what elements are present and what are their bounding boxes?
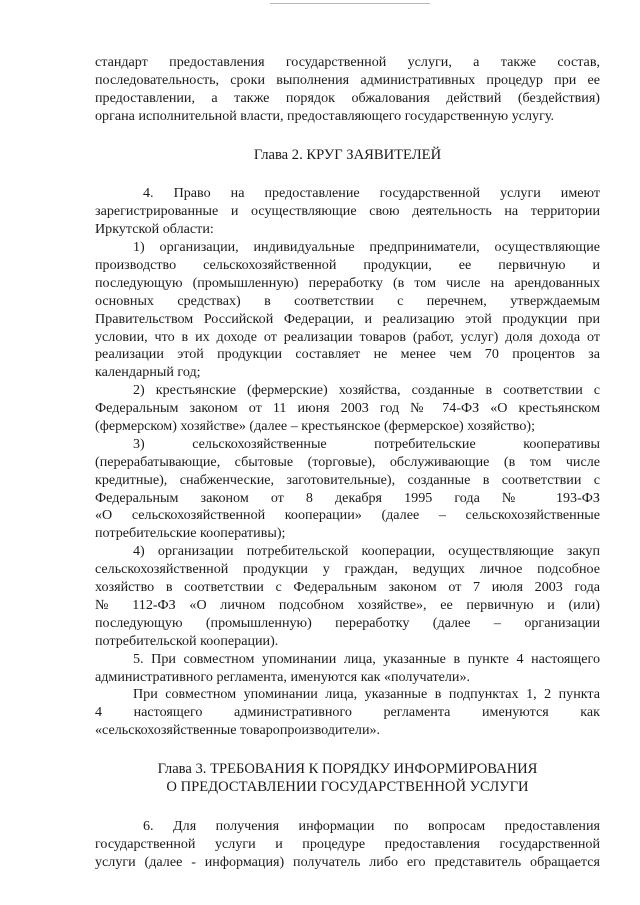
item-4-line: 4. Право на предоставление государственной услуги имеют: [143, 185, 600, 202]
subitem-3-line: Федеральным законом от 8 декабря 1995 года № 193-ФЗ: [95, 489, 600, 506]
subitem-1-line: условии, что в их доходе от реализации товаров (работ, услуг) доля дохода от: [95, 328, 600, 345]
subitem-3-line: 3) сельскохозяйственные потребительские кооперативы: [133, 435, 600, 452]
text-line: предоставлении, а также порядок обжалования действий (бездействия): [95, 89, 600, 106]
subitem-4-line: сельскохозяйственной продукции у граждан, ведущих личное подсобное: [95, 561, 600, 578]
subitem-4-line: № 112-ФЗ «О личном подсобном хозяйстве», ее первичную и (или): [95, 596, 600, 613]
subitem-3-line: кредитные), снабженческие, заготовительные), созданные в соответствии с: [95, 471, 600, 488]
subitem-1-line: Правительством Российской Федерации, и реализацию этой продукции при: [95, 310, 600, 327]
text-line: органа исполнительной власти, предоставляющего государственную услугу.: [95, 107, 555, 124]
item-4-line: зарегистрированные и осуществляющие свою деятельность на территории: [95, 203, 600, 220]
item-6-line: государственной услуги и процедуре предоставления государственной: [95, 835, 600, 852]
chapter-3-heading: Глава 3. ТРЕБОВАНИЯ К ПОРЯДКУ ИНФОРМИРОВАНИЯ: [157, 761, 538, 778]
text-line: стандарт предоставления государственной услуги, а также состав,: [95, 54, 600, 70]
item-5-continuation-line: При совместном упоминании лица, указанные в подпунктах 1, 2 пункта: [133, 686, 600, 703]
subitem-1-line: 1) организации, индивидуальные предприниматели, осуществляющие: [133, 239, 600, 256]
text-line: последовательность, сроки выполнения административных процедур при ее: [95, 71, 600, 88]
subitem-2-line: (фермерском) хозяйстве» (далее – крестьянское (фермерское) хозяйство);: [95, 418, 536, 435]
subitem-4-line: хозяйство в соответствии с Федеральным законом от 7 июля 2003 года: [95, 579, 600, 596]
subitem-1-line: последующую (промышленную) переработку (в том числе на арендованных: [95, 274, 600, 291]
top-scan-rule: [270, 3, 430, 4]
subitem-4-line: потребительской кооперации).: [95, 632, 279, 649]
subitem-3-line: потребительские кооперативы);: [95, 525, 286, 542]
item-5-line: административного регламента, именуются как «получатели».: [95, 668, 471, 685]
document-page: [95, 54, 600, 872]
subitem-4-line: 4) организации потребительской кооперации, осуществляющие закуп: [133, 543, 600, 560]
subitem-2-line: Федеральным законом от 11 июня 2003 год № 74-ФЗ «О крестьянском: [95, 400, 600, 417]
item-4-line: Иркутской области:: [95, 221, 214, 238]
subitem-2-line: 2) крестьянские (фермерские) хозяйства, созданные в соответствии с: [133, 382, 600, 399]
item-6-line: 6. Для получения информации по вопросам предоставления: [143, 817, 600, 834]
subitem-3-line: (перерабатывающие, сбытовые (торговые), обслуживающие (в том числе: [95, 453, 600, 470]
subitem-1-line: производство сельскохозяйственной продукции, ее первичную и: [95, 257, 600, 274]
item-5-continuation-line: «сельскохозяйственные товаропроизводители».: [95, 722, 381, 739]
subitem-1-line: основных средствах) в соответствии с перечнем, утверждаемым: [95, 292, 600, 309]
subitem-1-line: календарный год;: [95, 364, 201, 381]
item-5-continuation-line: 4 настоящего административного регламента именуются как: [95, 704, 600, 721]
item-5-line: 5. При совместном упоминании лица, указанные в пункте 4 настоящего: [133, 650, 600, 667]
subitem-1-line: реализации этой продукции составляет не менее чем 70 процентов за: [95, 346, 600, 363]
subitem-3-line: «О сельскохозяйственной кооперации» (далее – сельскохозяйственные: [95, 507, 600, 524]
subitem-4-line: последующую (промышленную) переработку (далее – организации: [95, 614, 600, 631]
chapter-2-heading: Глава 2. КРУГ ЗАЯВИТЕЛЕЙ: [253, 146, 442, 163]
chapter-3-heading: О ПРЕДОСТАВЛЕНИИ ГОСУДАРСТВЕННОЙ УСЛУГИ: [166, 778, 529, 795]
item-6-line: услуги (далее - информация) получатель либо его представитель обращается: [95, 853, 600, 870]
